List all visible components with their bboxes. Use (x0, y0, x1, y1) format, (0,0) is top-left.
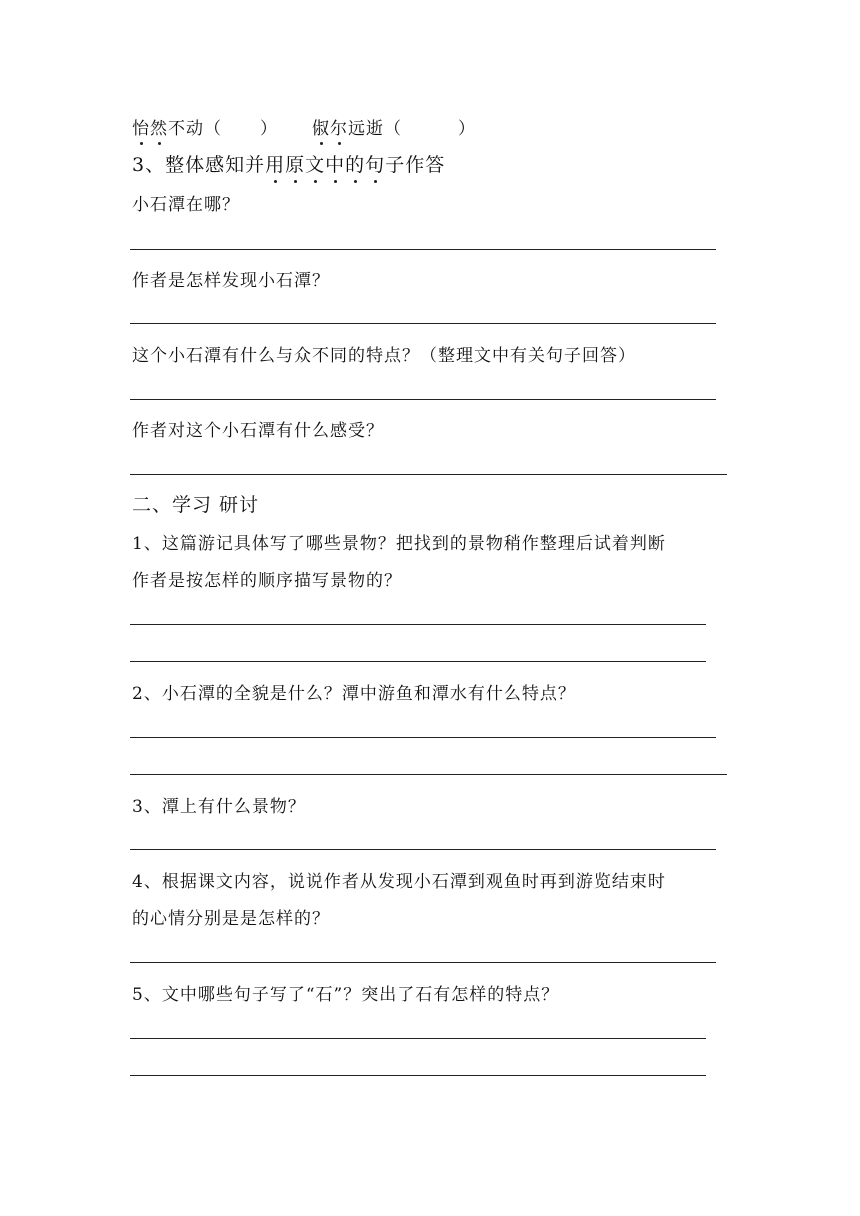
question-text: 小石潭在哪？ (132, 195, 240, 215)
dotted-char: 中 (325, 150, 345, 177)
vocab-word-1-close: ） (260, 119, 278, 139)
answer-line[interactable] (130, 962, 716, 963)
answer-line[interactable] (130, 1038, 706, 1039)
vocab-word-1-rest: 不动（ (168, 119, 222, 139)
question-text: 作者是按怎样的顺序描写景物的？ (132, 571, 402, 591)
question-text: 这个小石潭有什么与众不同的特点？（整理文中有关句子回答） (132, 346, 636, 366)
question-text: 1、这篇游记具体写了哪些景物？把找到的景物稍作整理后试着判断 (132, 534, 666, 554)
dotted-char: 尔 (330, 114, 348, 139)
vocab-word-2-rest: 远逝（ (348, 119, 402, 139)
dotted-char: 用 (265, 150, 285, 177)
dotted-char: 文 (305, 150, 325, 177)
question-text: 3、潭上有什么景物？ (132, 797, 306, 817)
question-text: 作者是怎样发现小石潭？ (132, 271, 330, 291)
answer-line[interactable] (130, 661, 706, 662)
question-text: 的心情分别是是怎样的？ (132, 909, 330, 929)
question-text: 作者对这个小石潭有什么感受？ (132, 421, 384, 441)
answer-line[interactable] (130, 624, 706, 625)
answer-line[interactable] (130, 474, 727, 475)
answer-line[interactable] (130, 849, 716, 850)
q3-header (132, 150, 445, 177)
dotted-char: 原 (285, 150, 305, 177)
dotted-char: 句 (365, 150, 385, 177)
answer-line[interactable] (130, 774, 727, 775)
answer-line[interactable] (130, 399, 716, 400)
dotted-char: 然 (150, 114, 168, 139)
answer-line[interactable] (130, 737, 716, 738)
answer-line[interactable] (130, 323, 716, 324)
answer-line[interactable] (130, 249, 716, 250)
question-text: 5、文中哪些句子写了“石”？突出了石有怎样的特点？ (132, 985, 560, 1005)
question-text: 2、小石潭的全貌是什么？潭中游鱼和潭水有什么特点？ (132, 684, 576, 704)
dotted-char: 怡 (132, 114, 150, 139)
dotted-char: 俶 (312, 114, 330, 139)
answer-line[interactable] (130, 1075, 706, 1076)
vocab-word-2-close: ） (458, 119, 476, 139)
dotted-char: 的 (345, 150, 365, 177)
q3-header-prefix: 3、整体感知并 (132, 154, 266, 176)
section-title: 二、学习 研讨 (132, 494, 260, 516)
question-text: 4、根据课文内容，说说作者从发现小石潭到观鱼时再到游览结束时 (132, 872, 666, 892)
vocab-line (132, 114, 476, 139)
q3-header-suffix: 子作答 (385, 154, 446, 176)
